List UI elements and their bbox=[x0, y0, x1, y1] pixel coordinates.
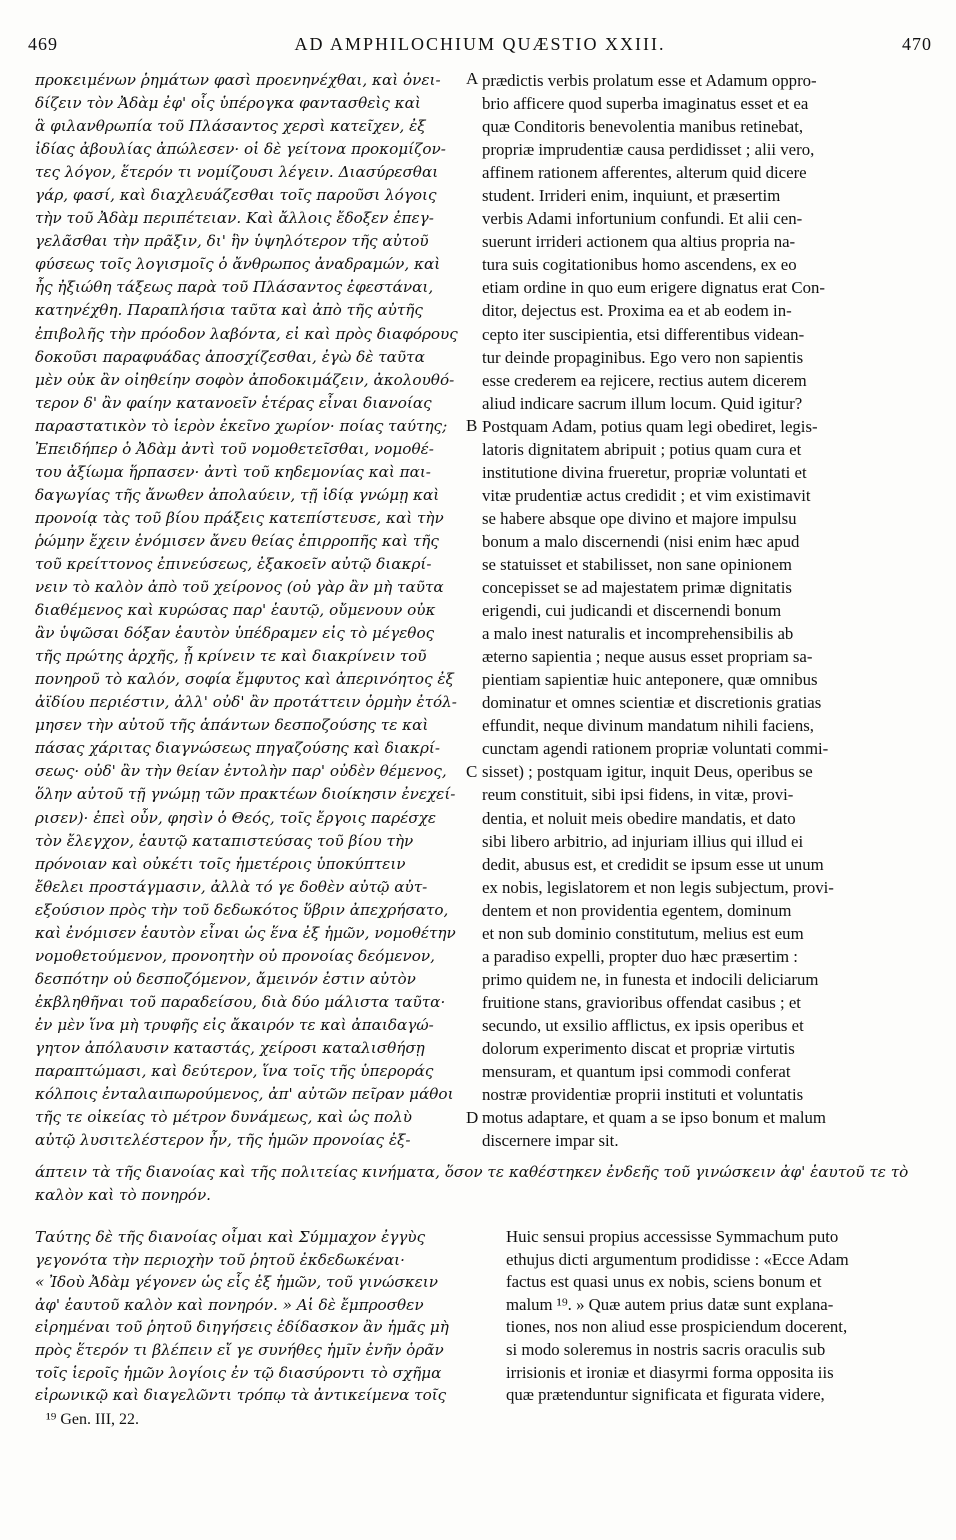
latin-column-second-paragraph bbox=[506, 1226, 926, 1407]
greek-text-line: προκειμένων ῥημάτων φασὶ προενηνέχθαι, καὶ ὀνει- bbox=[35, 71, 441, 89]
latin-text-line: nostræ providentiæ proprii instituti et voluntatis bbox=[482, 1085, 804, 1105]
greek-text-line: διαθέμενος καὶ κυρώσας παρ' ἑαυτῷ, οὔμενουν οὐκ bbox=[35, 601, 436, 620]
latin-text-line: a paradiso expelli, propter duo hæc præsertim : bbox=[482, 946, 798, 966]
latin-text-line: se habere absque ope divino et majore impulsu bbox=[482, 508, 797, 528]
latin-text-line: pientiam sapientiæ huic anteponere, quæ omnibus bbox=[482, 670, 818, 690]
latin-text-line: et non sub dominio constitutum, melius est eum bbox=[482, 923, 804, 943]
greek-text-line: κόλποις ἐνταλαιπωρούμενος, ἀπ' αὐτῶν πεῖραν μάθοι bbox=[35, 1085, 454, 1104]
latin-text-line: dominatur et omnes scientiæ et discretionis gratias bbox=[482, 693, 822, 713]
greek-text-line: ἐκβληθῆναι τοῦ παραδείσου, διὰ δύο μάλιστα ταῦτα· bbox=[35, 992, 446, 1011]
latin-text-line: student. Irrideri enim, inquiunt, et præsertim bbox=[482, 186, 781, 206]
greek-text-line: τοῖς ἱεροῖς ἡμῶν λογίοις ἐν τῷ διασύροντι τὸ σχῆμα bbox=[35, 1363, 442, 1382]
greek-text-line: παραστατικὸν τὸ ἱερὸν ἐκεῖνο χωρίον· ποίας ταύτης; bbox=[35, 416, 448, 435]
latin-text-line: ex nobis, legislatorem et non legis subjectum, provi- bbox=[482, 877, 834, 897]
page-number-right: 470 bbox=[902, 34, 932, 54]
latin-text-line: ditor, dejectus est. Proxima ea et ab eodem in- bbox=[482, 301, 792, 321]
greek-text-line: τὸν ἔλεγχον, ἑαυτῷ καταπιστεύσας τοῦ βίου τὴν bbox=[35, 831, 414, 850]
latin-text-line: brio afficere quod superba imaginatus esset et ea bbox=[482, 94, 809, 114]
latin-text-line: tura suis cogitationibus homo ascendens, ex eo bbox=[482, 255, 797, 275]
latin-text-line: dedit, abusus est, et credidit se ipsum esse ut unum bbox=[482, 854, 824, 874]
greek-text-line: μησεν τὴν αὐτοῦ τῆς ἁπάντων δεσποζούσης τε καὶ bbox=[35, 716, 429, 735]
latin-text-line: affinem rationem afferentes, alterum quid dicere bbox=[482, 163, 807, 183]
greek-text-line: τερον δ' ἂν φαίην κατανοεῖν ἑτέρας εἶναι διανοίας bbox=[35, 393, 432, 412]
latin-text-line: verbis Adami infortunium confundi. Et alii cen- bbox=[482, 209, 803, 229]
latin-text-line: sibi libero arbitrio, ad injuriam illius qui illud ei bbox=[482, 831, 804, 851]
greek-text-line: γάρ, φασί, καὶ διαχλευάζεσθαι τοῖς παροῦσι λόγοις bbox=[35, 186, 437, 205]
greek-text-line: εἰρωνικῷ καὶ διαγελῶντι τρόπῳ τὰ ἀντικείμενα τοῖς bbox=[35, 1386, 447, 1405]
section-marker-c: C bbox=[466, 762, 478, 781]
latin-text-line: quæ Conditoris benevolentia manibus retinebat, bbox=[482, 117, 804, 137]
latin-text-line: cunctam agendi rationem propriæ voluntati commi- bbox=[482, 739, 829, 759]
greek-text-line: ἐπιβολῆς τὴν πρόοδον λαβόντα, εἰ καὶ πρὸς διαφόρους bbox=[35, 324, 458, 343]
greek-text-line: ρισεν)· ἐπεὶ οὖν, φησὶν ὁ Θεός, τοῖς ἔργοις παρέσχε bbox=[35, 808, 436, 827]
greek-text-line: ἃ φιλανθρωπία τοῦ Πλάσαντος χερσὶ κατεῖχεν, ἐξ bbox=[35, 117, 426, 136]
latin-text-line: dentia, et noluit meis obedire mandatis, et dato bbox=[482, 808, 796, 828]
greek-text-line: δίζειν τὸν Ἀδὰμ ἐφ' οἷς ὑπέρογκα φαντασθεὶς καὶ bbox=[35, 94, 421, 113]
greek-text-line: γητον ἀπόλαυσιν καταστάς, χείροσι καταλισθήσῃ bbox=[35, 1038, 425, 1057]
section-marker-a: A bbox=[466, 69, 479, 88]
latin-text-line: etiam ordine in quo eum erigere dignatus erat Con- bbox=[482, 278, 825, 298]
latin-text-line: a malo inest naturalis et incomprehensibilis ab bbox=[482, 624, 794, 644]
latin-text-line: Huic sensui propius accessisse Symmachum puto bbox=[506, 1227, 839, 1246]
greek-text-line: ἐν μὲν ἵνα μὴ τρυφῆς εἰς ἄκαιρόν τε καὶ ἀπαιδαγώ- bbox=[35, 1015, 434, 1034]
greek-text-line: πονηροῦ τὸ καλόν, σοφία ἔμφυτος καὶ ἀπερινόητος ἐξ bbox=[35, 670, 454, 689]
greek-full-width-continuation bbox=[35, 1161, 908, 1207]
greek-text-line: « Ἰδοὺ Ἀδὰμ γέγονεν ὡς εἷς ἐξ ἡμῶν, τοῦ γινώσκειν bbox=[35, 1273, 438, 1292]
latin-text-line: discernere impar sit. bbox=[482, 1131, 619, 1151]
latin-text-line: ethujus dicti argumentum prodidisse : «Ecce Adam bbox=[506, 1249, 849, 1269]
latin-text-line: suerunt irrideri actionem qua altius propria na- bbox=[482, 232, 796, 252]
greek-text-line: τῆς τε οἰκείας τὸ μέτρον δυνάμεως, καὶ ὡς πολὺ bbox=[35, 1108, 413, 1127]
greek-text-line: τοῦ κρείττονος ἐπινεύσεως, ἐξακοεῖν αὐτῷ διακρί- bbox=[35, 554, 432, 573]
latin-text-line: cepto iter suscipientia, etsi differentibus videan- bbox=[482, 324, 805, 344]
latin-column bbox=[482, 69, 922, 1152]
greek-text-line: δεσπότην οὐ δεσποζόμενον, ἄμεινόν ἐστιν αὐτὸν bbox=[35, 969, 416, 988]
greek-text-line: γεγονότα τὴν περιοχὴν τοῦ ῥητοῦ ἐκδεδωκέναι· bbox=[35, 1250, 405, 1269]
latin-text-line: aliud indicare sacrum illum locum. Quid igitur? bbox=[482, 393, 803, 413]
greek-text-line: ἧς ἠξιώθη τάξεως παρὰ τοῦ Πλάσαντος ἐφεστάναι, bbox=[35, 278, 434, 297]
latin-text-line: vitæ prudentiæ actus credidit ; et vim existimavit bbox=[482, 485, 811, 505]
greek-text-line: ἔθελει προστάγμασιν, ἀλλὰ τό γε δοθὲν αὐτῷ αὐτ- bbox=[35, 877, 428, 896]
latin-text-line: primo quidem ne, in funesta et indocili deliciarum bbox=[482, 969, 819, 989]
latin-text-line: irrisionis et ironiæ et diasyrmi forma opposita iis bbox=[506, 1362, 834, 1382]
latin-text-line: erigendi, cui judicandi et discernendi bonum bbox=[482, 601, 782, 621]
greek-text-line: προνοίᾳ τὰς τοῦ βίου πράξεις κατεπίστευσε, καὶ τὴν bbox=[35, 508, 444, 527]
latin-text-line: mensuram, et quantum ipsi commodi conferat bbox=[482, 1062, 791, 1082]
greek-text-line: τες λόγον, ἕτερόν τι νομίζουσι λέγειν. Διασύρεσθαι bbox=[35, 163, 439, 182]
latin-text-line: reum constituit, sibi ipsi fidens, in vitæ, provi- bbox=[482, 785, 794, 805]
greek-text-line: πάσας χάριτας διαγνώσεως πηγαζούσης καὶ διακρί- bbox=[35, 739, 440, 758]
greek-text-line: μὲν οὐκ ἂν οἰηθείην σοφὸν ἀποδοκιμάζειν, ἀκολουθό- bbox=[35, 370, 455, 389]
greek-text-line: καὶ ἐνόμισεν ἑαυτὸν εἶναι ὡς ἕνα ἐξ ἡμῶν, νομοθέτην bbox=[35, 923, 456, 942]
section-marker-b: B bbox=[466, 416, 478, 435]
latin-text-line: malum ¹⁹. » Quæ autem prius datæ sunt explana- bbox=[506, 1294, 834, 1314]
greek-text-line: εξούσιον πρὸς τὴν τοῦ δεδωκότος ὕβριν ἀπεχρήσατο, bbox=[35, 900, 449, 919]
greek-text-line: κατηνέχθη. Παραπλήσια ταῦτα καὶ ἀπὸ τῆς αὐτῆς bbox=[35, 301, 423, 320]
latin-text-line: bonum a malo discernendi (nisi enim hæc apud bbox=[482, 531, 800, 551]
greek-text-line: ἰδίας ἀβουλίας ἀπώλεσεν· οἱ δὲ γείτονα προκομίζον- bbox=[35, 140, 446, 159]
greek-text-line: τὴν τοῦ Ἀδὰμ περιπέτειαν. Καὶ ἄλλοις ἔδοξεν ἐπεγ- bbox=[35, 209, 434, 228]
greek-text-line: δαγωγίας τῆς ἄνωθεν ἀπολαύειν, τῇ ἰδίᾳ γνώμῃ καὶ bbox=[35, 485, 440, 504]
running-title: AD AMPHILOCHIUM QUÆSTIO XXIII. bbox=[294, 34, 666, 54]
greek-text-line: τῆς πρώτης ἀρχῆς, ᾗ κρίνειν τε καὶ διακρίνειν τοῦ bbox=[35, 647, 427, 666]
greek-text-line: πρόνοιαν καὶ οὐκέτι τοῖς ἡμετέροις ὑποκύπτειν bbox=[35, 854, 406, 873]
latin-text-line: concepisset se ad majestatem primæ dignitatis bbox=[482, 578, 792, 598]
latin-text-line: latoris dignitatem abripuit ; potius quam cura et bbox=[482, 439, 802, 459]
greek-column bbox=[35, 69, 465, 1152]
greek-text-line: νομοθετούμενον, προνοητὴν οὐ προνοίας δεόμενον, bbox=[35, 946, 435, 965]
page-number-left: 469 bbox=[28, 34, 58, 54]
greek-text-line: άπτειν τὰ τῆς διανοίας καὶ τῆς πολιτείας κινήματα, ὅσον τε καθέστηκεν ἐνδεῆς τοῦ γινώσκειν ἀφ' ἑαυτοῦ τε τὸ bbox=[35, 1163, 909, 1181]
greek-text-line: Ταύτης δὲ τῆς διανοίας οἶμαι καὶ Σύμμαχον ἐγγὺς bbox=[35, 1228, 426, 1246]
greek-text-line: ὅλην αὐτοῦ τῇ γνώμῃ τῶν πρακτέων διοίκησιν ἐνεχεί- bbox=[35, 785, 456, 804]
greek-text-line: ἀϊδίου περιέστιν, ἀλλ' οὐδ' ἂν προτάττειν ὁρμὴν ἐτόλ- bbox=[35, 693, 457, 712]
greek-text-line: εἰρημέναι τοῦ ῥητοῦ διηγήσεις ἐδίδασκον ἂν ἡμᾶς μὴ bbox=[35, 1318, 449, 1337]
latin-text-line: fruitione stans, gravioribus offendat casibus ; et bbox=[482, 992, 801, 1012]
greek-text-line: καλὸν καὶ τὸ πονηρόν. bbox=[35, 1186, 212, 1204]
latin-text-line: effundit, neque divinum mandatum nihili faciens, bbox=[482, 716, 814, 736]
greek-text-line: ἀφ' ἑαυτοῦ καλὸν καὶ πονηρόν. » Αἱ δὲ ἔμπροσθεν bbox=[35, 1295, 424, 1314]
latin-text-line: tur deinde propaginibus. Ego vero non sapientis bbox=[482, 347, 804, 367]
latin-text-line: institutione divina frueretur, propriæ voluntati et bbox=[482, 462, 807, 482]
greek-text-line: Ἐπειδήπερ ὁ Ἀδὰμ ἀντὶ τοῦ νομοθετεῖσθαι, νομοθέ- bbox=[35, 439, 434, 458]
greek-text-line: σεως· οὐδ' ἂν τὴν θείαν ἐντολὴν παρ' οὐδὲν θέμενος, bbox=[35, 762, 447, 781]
latin-text-line: æterno sapientia ; neque ausus esset propriam sa- bbox=[482, 647, 813, 667]
greek-text-line: δοκοῦσι παραφυάδας ἀποσχίζεσθαι, ἐγὼ δὲ ταῦτα bbox=[35, 347, 425, 366]
greek-text-line: πρὸς ἕτερόν τι βλέπειν εἴ γε συνήθες ἡμῖν ἐνῆν ὁρᾶν bbox=[35, 1340, 444, 1359]
latin-text-line: sisset) ; postquam igitur, inquit Deus, operibus se bbox=[482, 762, 813, 782]
section-marker-d: D bbox=[466, 1108, 479, 1127]
latin-text-line: si modo soleremus in nostris sacris oraculis sub bbox=[506, 1339, 826, 1359]
latin-text-line: propriæ imprudentiæ causa perdidisset ; alii vero, bbox=[482, 140, 815, 160]
latin-text-line: dolorum experimento discat et propriæ virtutis bbox=[482, 1038, 795, 1058]
greek-column-second-paragraph bbox=[35, 1226, 465, 1407]
latin-text-line: secundo, ut exsilio afflictus, ex ipsis operibus et bbox=[482, 1015, 804, 1035]
latin-text-line: tiones, nos non aliud esse prospiciendum docerent, bbox=[506, 1317, 848, 1337]
greek-text-line: αὐτῷ λυσιτελέστερον ἦν, τῆς ἡμῶν προνοίας ἐξ- bbox=[35, 1131, 411, 1150]
latin-text-line: factus est quasi unus ex nobis, sciens bonum et bbox=[506, 1272, 822, 1292]
footnote: ¹⁹ Gen. III, 22. bbox=[46, 1411, 140, 1428]
latin-text-line: quæ prætenduntur significata et figurata videre, bbox=[506, 1385, 825, 1405]
latin-text-line: prædictis verbis prolatum esse et Adamum oppro- bbox=[482, 71, 817, 90]
greek-text-line: φύσεως τοῖς λογισμοῖς ὁ ἄνθρωπος ἀναδραμών, καὶ bbox=[35, 255, 441, 274]
latin-text-line: motus adaptare, et quam a se ipso bonum et malum bbox=[482, 1108, 826, 1128]
greek-text-line: παραπτώμασι, καὶ δεύτερον, ἵνα τοῖς τῆς ὑπεροράς bbox=[35, 1062, 434, 1081]
page-header bbox=[28, 34, 932, 58]
latin-text-line: esse crederem ea rejicere, rectius autem dicerem bbox=[482, 370, 807, 390]
greek-text-line: νειν τὸ καλὸν ἀπὸ τοῦ χείρονος (οὐ γὰρ ἂν μὴ ταῦτα bbox=[35, 578, 444, 597]
latin-text-line: se statuisset et stabilisset, non sane opinionem bbox=[482, 554, 792, 574]
latin-text-line: dentem et non providentia egentem, dominum bbox=[482, 900, 792, 920]
greek-text-line: ῥώμην ἔχειν ἐνόμισεν ἄνευ θείας ἐπιρροπῆς καὶ τῆς bbox=[35, 531, 439, 550]
greek-text-line: ἂν ὑψῶσαι δόξαν ἑαυτὸν ὑπέδραμεν εἰς τὸ μέγεθος bbox=[35, 624, 435, 643]
latin-text-line: Postquam Adam, potius quam legi obediret, legis- bbox=[482, 416, 818, 436]
greek-text-line: γελᾶσθαι τὴν πρᾶξιν, δι' ἣν ὑψηλότερον τῆς αὐτοῦ bbox=[35, 232, 429, 251]
greek-text-line: του ἀξίωμα ἥρπασεν· ἀντὶ τοῦ κηδεμονίας καὶ παι- bbox=[35, 462, 431, 481]
